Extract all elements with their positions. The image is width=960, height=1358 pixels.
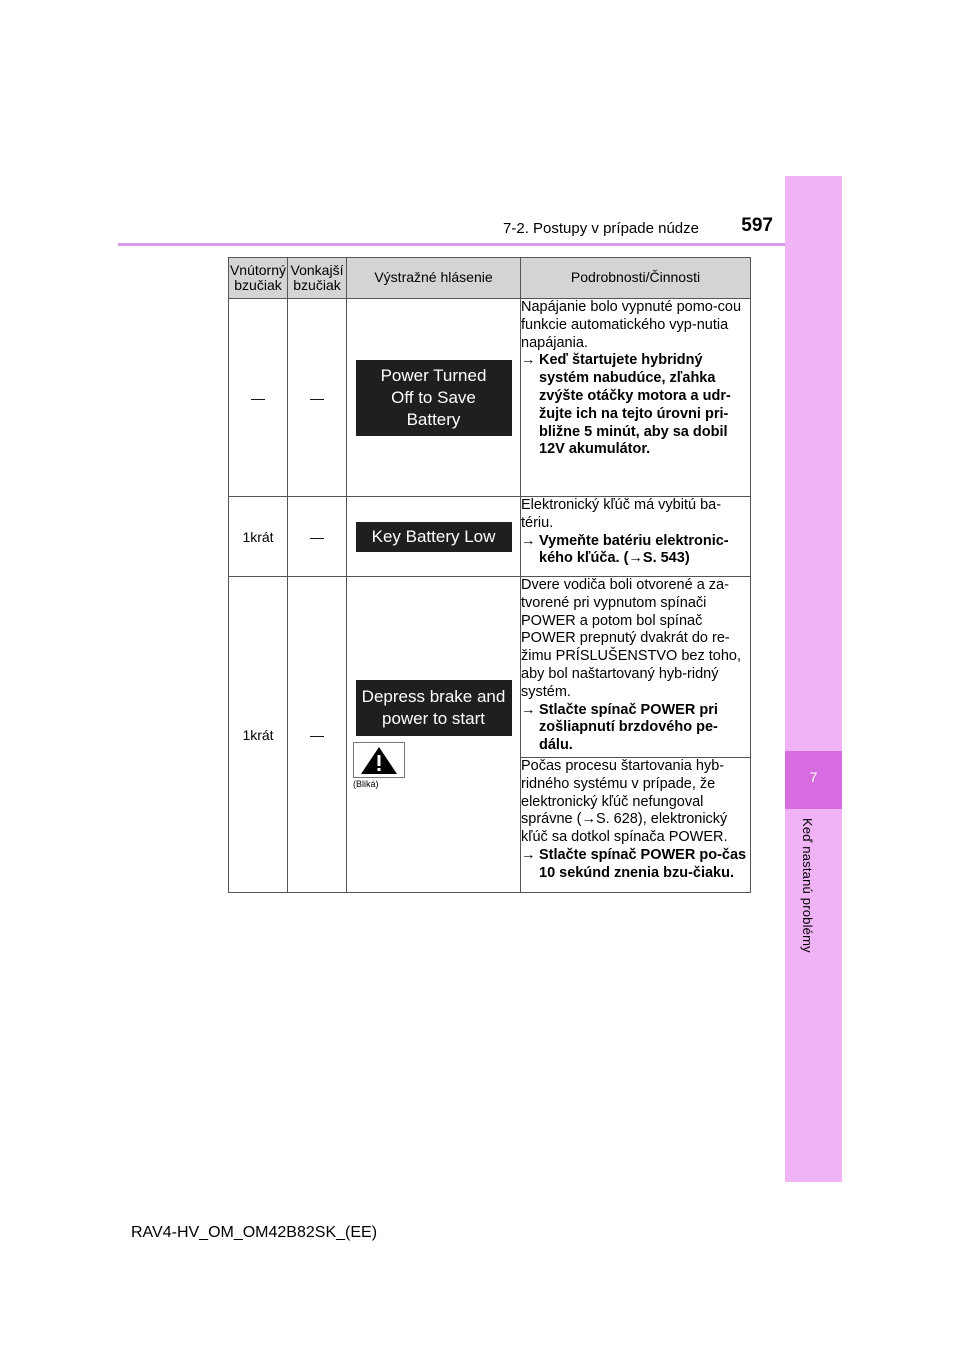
warning-display-cell: [347, 497, 521, 577]
detail-text: Dvere vodiča boli otvorené a za-tvorené pri vypnutom spínači POWER a potom bol spínač POWER prepnutý dvakrát do re-žimu PRÍSLUŠENSTVO bez toho, aby bol naštartovaný hyb-ridný systém.: [521, 577, 741, 700]
action-line: [521, 533, 750, 569]
external-buzzer-cell: —: [288, 299, 347, 497]
display-line: Depress brake and: [361, 687, 506, 706]
display-line: Power Turned: [380, 365, 487, 385]
warning-display-cell: [347, 577, 521, 893]
page-header: [118, 214, 785, 246]
arrow-icon: →: [521, 846, 536, 863]
warning-triangle-icon: [353, 742, 405, 778]
detail-text: Elektronický kľúč má vybitú ba-tériu.: [521, 497, 722, 531]
flashing-warning: [347, 742, 520, 789]
arrow-icon: →: [521, 532, 536, 549]
side-tab: [785, 176, 842, 1182]
warning-display-power-turned-off: [356, 360, 512, 436]
display-line: Key Battery Low: [371, 526, 496, 546]
col-header-details: Podrobnosti/Činnosti: [521, 258, 751, 299]
display-line: Off to Save: [391, 387, 476, 407]
action-text: Vymeňte batériu elektronic-kého kľúča. (→S. 543): [539, 532, 729, 567]
display-line: Battery: [406, 409, 461, 429]
display-line: power to start: [382, 709, 485, 728]
chapter-label: Keď nastanú problémy: [800, 818, 815, 953]
table-row: [229, 577, 751, 758]
internal-buzzer-cell: 1krát: [229, 577, 288, 893]
external-buzzer-cell: —: [288, 577, 347, 893]
table-row: [229, 299, 751, 497]
arrow-icon: →: [521, 352, 536, 369]
details-cell: [521, 758, 751, 893]
details-cell: [521, 299, 751, 497]
action-line: [521, 847, 750, 883]
document-code: RAV4-HV_OM_OM42B82SK_(EE): [131, 1224, 378, 1241]
header-rule: [118, 243, 785, 246]
flash-label: (Bliká): [353, 779, 379, 789]
chapter-number: 7: [809, 769, 818, 785]
warning-display-depress-brake: [356, 680, 512, 736]
section-title: 7-2. Postupy v prípade núdze: [503, 220, 699, 237]
warning-display-cell: [347, 299, 521, 497]
details-cell: [521, 577, 751, 758]
chapter-block: [785, 751, 842, 809]
col-header-external-buzzer: Vonkajší bzučiak: [288, 258, 347, 299]
action-text: Stlačte spínač POWER pri zošliapnutí brzdového pe-dálu.: [539, 701, 718, 754]
internal-buzzer-cell: 1krát: [229, 497, 288, 577]
action-line: [521, 702, 750, 755]
warning-display-key-battery-low: [356, 522, 512, 552]
action-line: [521, 352, 750, 459]
table-header-row: [229, 258, 751, 299]
action-text: Keď štartujete hybridný systém nabudúce, zľahka zvýšte otáčky motora a udr-žujte ich na tejto úrovni pri-bližne 5 minút, aby sa dobil 12V akumulátor.: [539, 352, 731, 458]
detail-text: Napájanie bolo vypnuté pomo-cou funkcie automatického vyp-nutia napájania.: [521, 299, 742, 351]
table-row: [229, 497, 751, 577]
external-buzzer-cell: —: [288, 497, 347, 577]
detail-text: Počas procesu štartovania hyb-ridného systému v prípade, že elektronický kľúč nefungoval správne (→S. 628), elektronický kľúč sa dotkol spínača POWER.: [521, 758, 728, 846]
details-cell: [521, 497, 751, 577]
col-header-warning-message: Výstražné hlásenie: [347, 258, 521, 299]
arrow-icon: →: [521, 701, 536, 718]
page-number: 597: [741, 215, 773, 236]
col-header-internal-buzzer: Vnútorný bzučiak: [229, 258, 288, 299]
warning-message-table: [228, 257, 751, 893]
internal-buzzer-cell: —: [229, 299, 288, 497]
action-text: Stlačte spínač POWER po-čas 10 sekúnd znenia bzu-čiaku.: [539, 846, 747, 881]
